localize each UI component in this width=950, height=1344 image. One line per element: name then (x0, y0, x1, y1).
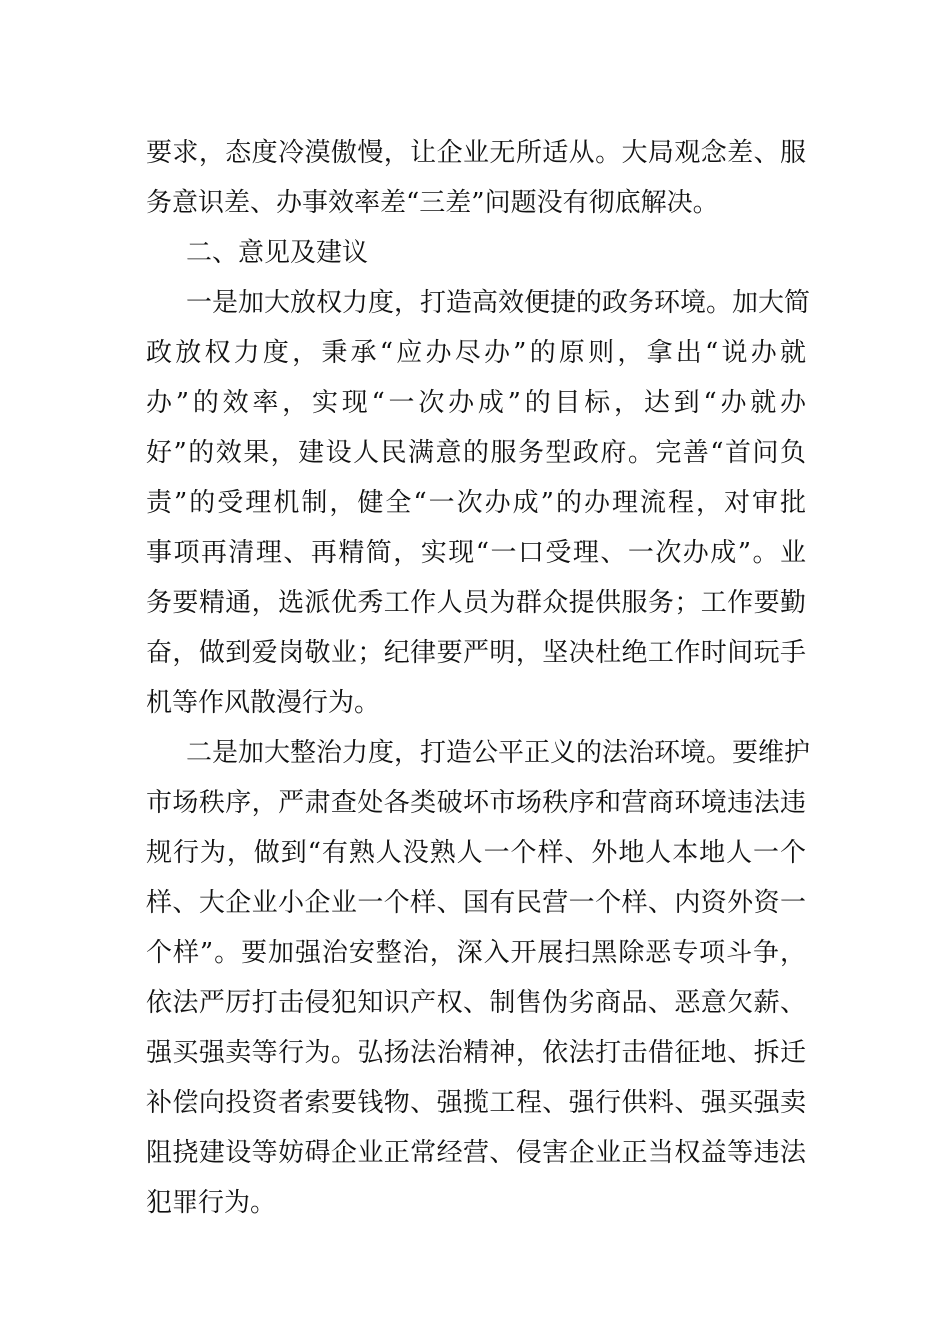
text-line: 务要精通，选派优秀工作人员为群众提供服务；工作要勤 (146, 588, 806, 618)
text-line: 个样”。要加强治安整治，深入开展扫黑除恶专项斗争， (146, 938, 806, 968)
text-line: 市场秩序，严肃查处各类破坏市场秩序和营商环境违法违 (146, 788, 806, 818)
text-line: 犯罪行为。 (146, 1188, 277, 1218)
text-line: 要求，态度冷漠傲慢，让企业无所适从。大局观念差、服 (146, 138, 806, 168)
text-line: 强买强卖等行为。弘扬法治精神，依法打击借征地、拆迁 (146, 1038, 806, 1068)
text-line: 依法严厉打击侵犯知识产权、制售伪劣商品、恶意欠薪、 (146, 988, 806, 1018)
text-line: 规行为，做到“有熟人没熟人一个样、外地人本地人一个 (146, 838, 806, 868)
text-line: 补偿向投资者索要钱物、强揽工程、强行供料、强买强卖 (146, 1088, 806, 1118)
text-line: 机等作风散漫行为。 (146, 688, 381, 718)
text-line: 办”的效率，实现“一次办成”的目标，达到“办就办 (146, 388, 806, 418)
text-line: 政放权力度，秉承“应办尽办”的原则，拿出“说办就 (146, 338, 806, 368)
text-line: 责”的受理机制，健全“一次办成”的办理流程，对审批 (146, 488, 806, 518)
section-heading: 二、意见及建议 (186, 238, 369, 268)
text-line: 二是加大整治力度，打造公平正义的法治环境。要维护 (186, 738, 811, 768)
text-line: 务意识差、办事效率差“三差”问题没有彻底解决。 (146, 188, 719, 218)
text-line: 好”的效果，建设人民满意的服务型政府。完善“首问负 (146, 438, 806, 468)
text-line: 一是加大放权力度，打造高效便捷的政务环境。加大简 (186, 288, 811, 318)
text-line: 样、大企业小企业一个样、国有民营一个样、内资外资一 (146, 888, 806, 918)
text-line: 奋，做到爱岗敬业；纪律要严明，坚决杜绝工作时间玩手 (146, 638, 806, 668)
text-line: 阻挠建设等妨碍企业正常经营、侵害企业正当权益等违法 (146, 1138, 806, 1168)
text-line: 事项再清理、再精简，实现“一口受理、一次办成”。业 (146, 538, 806, 568)
